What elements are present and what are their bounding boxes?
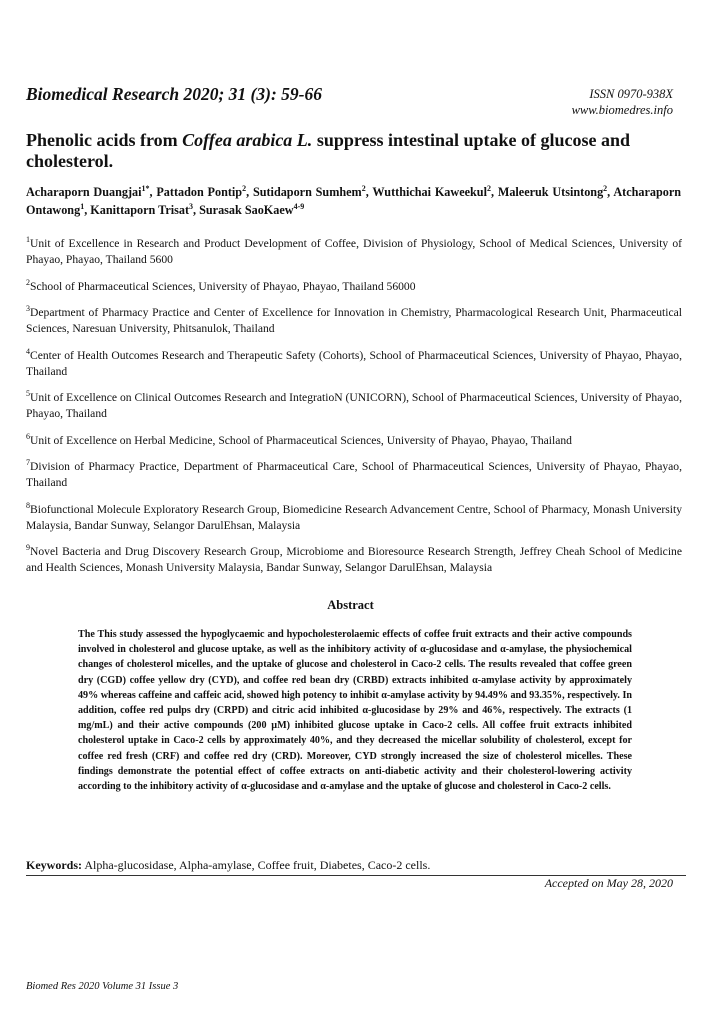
affiliation: $^4$Center of Health Outcomes Research and Therapeutic Safety (Cohorts), School of Pharmaceutical Sciences, University of Phayao, Phayao, Thailand [26, 346, 682, 378]
affiliation: $^3$Department of Pharmacy Practice and Center of Excellence for Innovation in Chemistry, Pharmacological Research Unit, Pharmaceutical Sciences, Naresuan University, Phitsanulok, Thailand [26, 304, 682, 335]
affiliation: $^7$Division of Pharmacy Practice, Department of Pharmaceutical Care, School of Pharmaceutical Sciences, University of Phayao, Phayao, Thailand [26, 458, 682, 489]
affiliation: $^9$Novel Bacteria and Drug Discovery Research Group, Microbiome and Bioresource Research Strength, Jeffrey Cheah School of Medicine and Health Sciences, Monash University Malaysia, Bandar Sunway, Selangor DarulEhsan, Malaysia [26, 543, 682, 574]
keywords [26, 858, 686, 873]
author: Atcharaporn Ontawong$^1$ [26, 185, 682, 217]
affiliation: $^2$School of Pharmaceutical Sciences, University of Phayao, Phayao, Thailand 56000 [26, 277, 416, 293]
affiliation-list [26, 236, 682, 587]
author: Surasak SaoKaew$^{4-9}$ [199, 201, 305, 217]
author: Sutidaporn Sumhem$^2$ [252, 183, 366, 199]
abstract-heading: Abstract [327, 598, 374, 612]
keywords-text: Alpha-glucosidase, Alpha-amylase, Coffee fruit, Diabetes, Caco-2 cells. [82, 858, 431, 872]
title-part-2: suppress intestinal uptake of glucose and cholesterol. [26, 130, 631, 171]
author: Maleeruk Utsintong$^2$ [497, 183, 608, 199]
journal-info [572, 86, 673, 118]
paper-title [26, 130, 676, 172]
affiliation: $^6$Unit of Excellence on Herbal Medicine, School of Pharmaceutical Sciences, University of Phayao, Phayao, Thailand [26, 431, 572, 447]
affiliation: $^1$Unit of Excellence in Research and Product Development of Coffee, Division of Physiology, School of Medical Sciences, University of Phayao, Phayao, Thailand 5600 [26, 235, 682, 266]
page-footer: Biomed Res 2020 Volume 31 Issue 3 [26, 981, 179, 992]
author: Pattadon Pontip$^2$ [156, 183, 247, 199]
author: Acharaporn Duangjai$^{1*}$ [26, 183, 150, 199]
author: Kanittaporn Trisat$^3$ [90, 201, 194, 217]
title-part-1: Phenolic acids from [26, 130, 183, 150]
abstract-body: The This study assessed the hypoglycaemic and hypocholesterolaemic effects of coffee fruit extracts and their active compounds involved in cholesterol and glucose uptake, as well as the inhibitory activity of α-glucosidase and α-amylase, the physiochemical changes of cholesterol micelles, and the uptake of glucose and cholesterol in Caco-2 cells. The results revealed that coffee green dry (CGD) coffee yellow dry (CYD), and coffee red bean dry (CRBD) extracts inhibited α-amylase activity by approximately 49% whereas caffeine and caffeic acid, showed high potency to inhibit α-amylase activity by 94.49% and 93.35%, respectively. In addition, coffee red pulps dry (CRPD) and citric acid inhibited α-glucosidase by 29% and 46%, respectively. The extracts (1 mg/mL) and their active compounds (200 µM) inhibited glucose uptake in Caco-2 cells. All coffee fruit extracts inhibited cholesterol uptake in Caco-2 cells by approximately 40%, and they decreased the micellar solubility of cholesterol, except for coffee red fresh (CRF) and coffee red dry (CRD). Moreover, CYD strongly increased the size of cholesterol micelles. These findings demonstrate the potential effect of coffee extracts on anti-diabetic activity and their cholesterol-lowering activity according to the inhibitory activity of α-glucosidase and α-amylase and the uptake of glucose and cholesterol in Caco-2 cells. [78, 629, 632, 793]
accepted-date: Accepted on May 28, 2020 [544, 876, 673, 890]
author: Wutthichai Kaweekul$^2$ [372, 183, 491, 199]
affiliation: $^5$Unit of Excellence on Clinical Outcomes Research and IntegratioN (UNICORN), School of Pharmaceutical Sciences, University of Phayao, Phayao, Thailand [26, 389, 682, 420]
journal-citation: Biomedical Research 2020; 31 (3): 59-66 [26, 84, 322, 104]
keywords-label: Keywords: [26, 858, 82, 872]
title-species: Coffea arabica L. [182, 130, 313, 150]
author-list: Acharaporn Duangjai$^{1*}$, Pattadon Pontip$^2$, Sutidaporn Sumhem$^2$, Wutthichai Kaweekul$^2$, Maleeruk Utsintong$^2$, Atcharaporn Ontawong$^1$, Kanittaporn Trisat$^3$, Surasak SaoKaew$^{4-9}$ [26, 183, 682, 217]
issn: ISSN 0970-938X [589, 87, 673, 101]
affiliation: $^8$Biofunctional Molecule Exploratory Research Group, Biomedicine Research Advancement Centre, School of Pharmacy, Monash University Malaysia, Bandar Sunway, Selangor DarulEhsan, Malaysia [26, 500, 682, 532]
website: www.biomedres.info [571, 103, 673, 117]
